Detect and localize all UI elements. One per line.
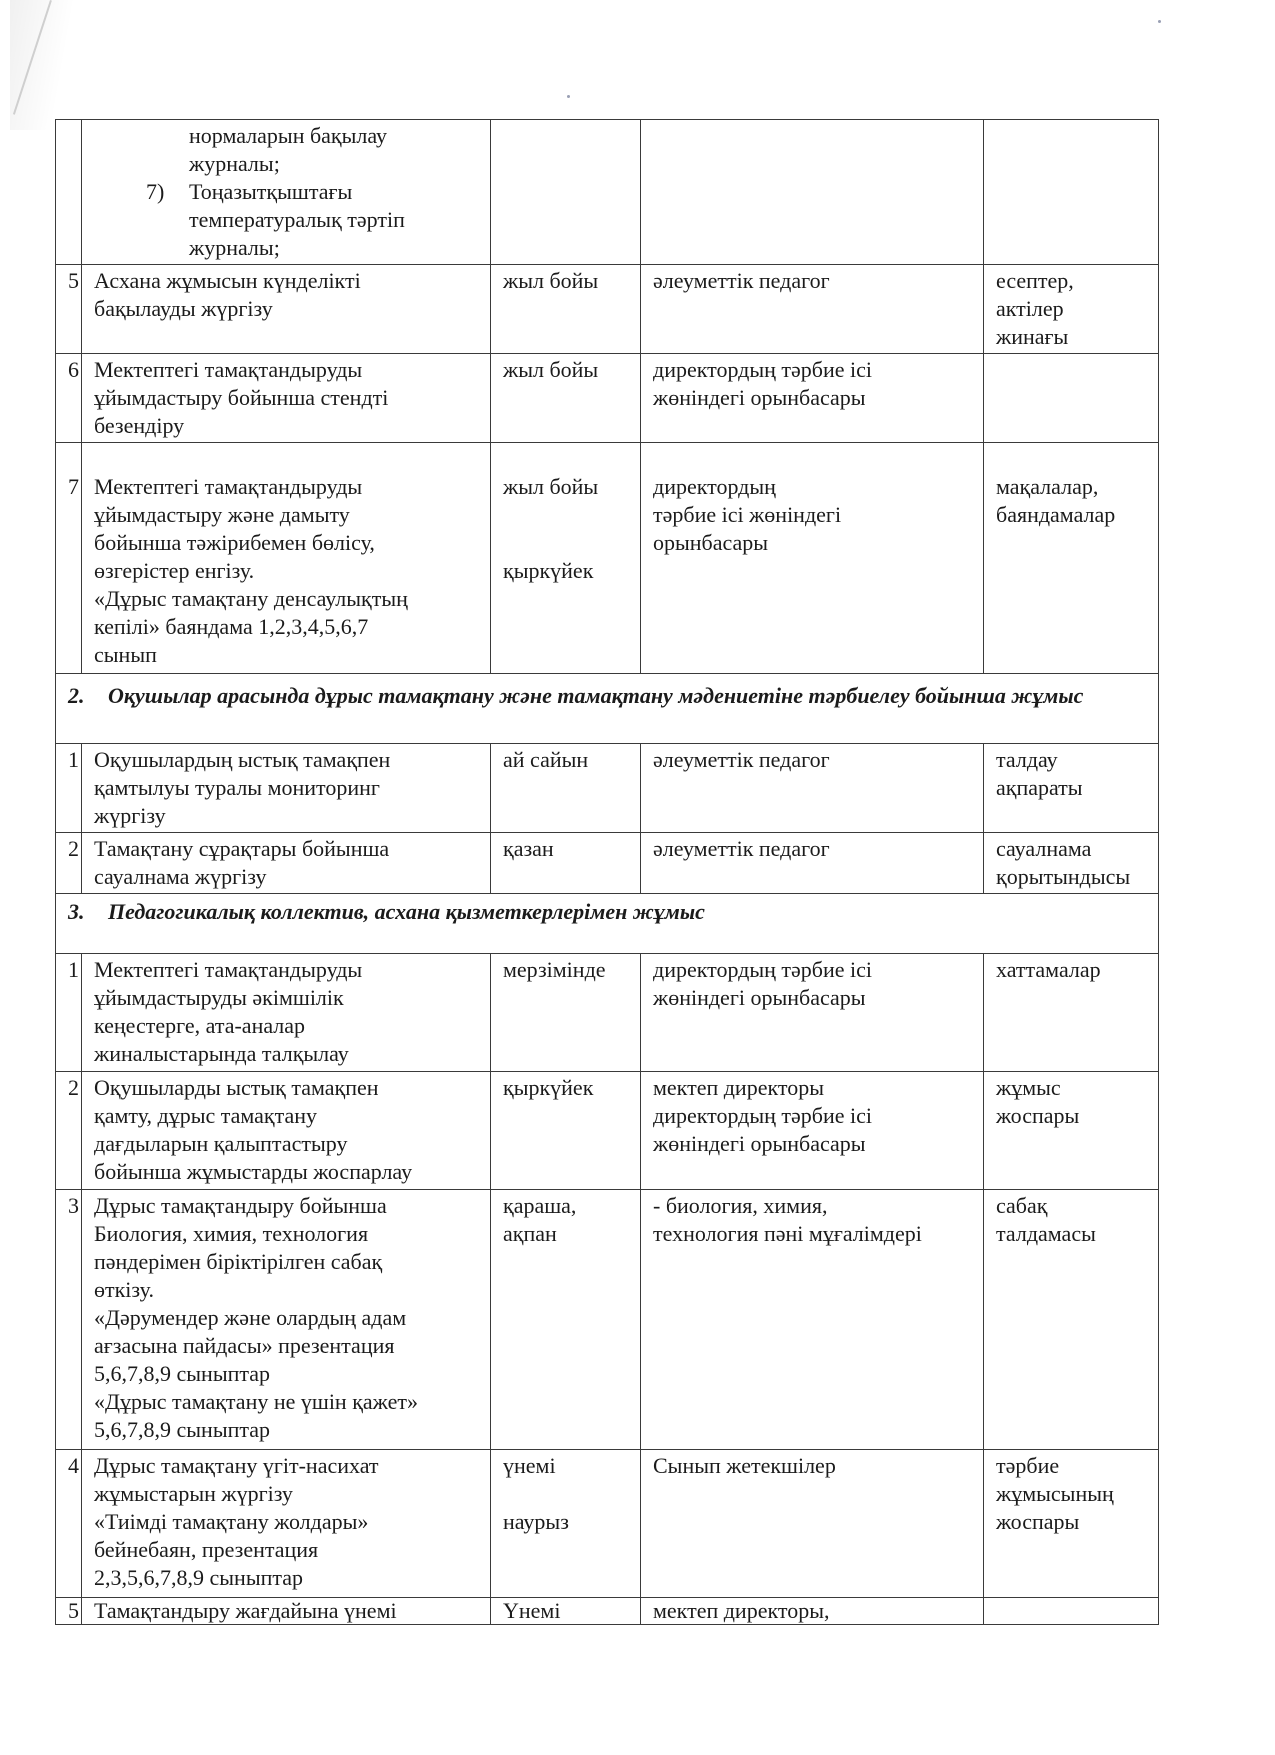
- text-line: қорытындысы: [996, 864, 1131, 889]
- text-line: Дұрыс тамақтандыру бойынша: [94, 1193, 387, 1218]
- cell-responsible: [641, 354, 984, 443]
- text-line: әлеуметтік педагог: [653, 268, 830, 293]
- text-line: тәрбие: [996, 1453, 1060, 1478]
- text-line: өткізу.: [94, 1277, 154, 1302]
- cell-result: [984, 1450, 1159, 1598]
- text-line: кеңестерге, ата-аналар: [94, 1013, 306, 1038]
- text-line: жұмыс: [996, 1075, 1061, 1100]
- text-line: Мектептегі тамақтандыруды: [94, 474, 363, 499]
- cell-result: [984, 833, 1159, 894]
- plan-table: [55, 119, 1159, 1625]
- section-title: Педагогикалық коллектив, асхана қызметкерлерімен жұмыс: [108, 899, 705, 924]
- cell-time: [491, 1190, 641, 1450]
- cell-activity: [82, 833, 491, 894]
- text-line: Оқушыларды ыстық тамақпен: [94, 1075, 379, 1100]
- list-marker: 7): [146, 179, 165, 204]
- scan-speck: [1158, 20, 1161, 23]
- cell-responsible: [641, 265, 984, 354]
- text-line: жыл бойы: [503, 268, 599, 293]
- text-line: жөніндегі орынбасары: [653, 385, 866, 410]
- text-line: «Дұрыс тамақтану денсаулықтың: [94, 586, 408, 611]
- cell-num: 6: [56, 354, 82, 443]
- cell-num: 3: [56, 1190, 82, 1450]
- text-line: 2,3,5,6,7,8,9 сыныптар: [94, 1565, 304, 1590]
- cell-time: [491, 1450, 641, 1598]
- cell-activity: [82, 1190, 491, 1450]
- text-line: баяндамалар: [996, 502, 1116, 527]
- text-line: талдау: [996, 747, 1058, 772]
- cell-result: [984, 1190, 1159, 1450]
- cell-num: 5: [56, 265, 82, 354]
- text-line: есептер,: [996, 268, 1074, 293]
- text-line: жыл бойы: [503, 357, 599, 382]
- text-line: бойынша тәжірибемен бөлісу,: [94, 530, 375, 555]
- text-line: үнемі: [503, 1453, 556, 1478]
- text-line: Мектептегі тамақтандыруды: [94, 357, 363, 382]
- text-line: өзгерістер енгізу.: [94, 558, 255, 583]
- text-line: ақпараты: [996, 775, 1083, 800]
- text-line: мерзімінде: [503, 957, 606, 982]
- text-line: директордың тәрбие ісі: [653, 357, 873, 382]
- text-line: «Дұрыс тамақтану не үшін қажет»: [94, 1389, 418, 1414]
- text-line: бақылауды жүргізу: [94, 296, 273, 321]
- section-number: 3.: [68, 899, 85, 924]
- section-header: [56, 674, 1159, 744]
- text-line: журналы;: [189, 235, 280, 260]
- text-line: директордың тәрбие ісі: [653, 957, 873, 982]
- text-line: ай сайын: [503, 747, 589, 772]
- text-line: - биология, химия,: [653, 1193, 828, 1218]
- text-line: Тамақтану сұрақтары бойынша: [94, 836, 390, 861]
- text-line: Мектептегі тамақтандыруды: [94, 957, 363, 982]
- table-row: [56, 265, 1159, 354]
- text-line: нормаларын бақылау: [189, 123, 388, 148]
- text-line: температуралық тәртіп: [189, 207, 405, 232]
- table-row: [56, 833, 1159, 894]
- cell-result: [984, 1072, 1159, 1190]
- cell-responsible: [641, 1072, 984, 1190]
- cell-result: [984, 1598, 1159, 1625]
- table-row: [56, 1190, 1159, 1450]
- text-line: Биология, химия, технология: [94, 1221, 369, 1246]
- cell-activity: [82, 954, 491, 1072]
- cell-activity: [82, 265, 491, 354]
- text-line: жинағы: [996, 324, 1069, 349]
- cell-responsible: [641, 1190, 984, 1450]
- cell-num: 1: [56, 954, 82, 1072]
- cell-responsible: [641, 744, 984, 833]
- text-line: актілер: [996, 296, 1064, 321]
- cell-num: 7: [56, 443, 82, 674]
- table-row: [56, 1072, 1159, 1190]
- cell-responsible: [641, 1598, 984, 1625]
- cell-activity: [82, 744, 491, 833]
- text-line: әлеуметтік педагог: [653, 836, 830, 861]
- text-line: жұмыстарын жүргізу: [94, 1481, 293, 1506]
- text-line: әлеуметтік педагог: [653, 747, 830, 772]
- text-line: тәрбие ісі жөніндегі: [653, 502, 842, 527]
- text-line: жөніндегі орынбасары: [653, 1131, 866, 1156]
- scan-speck: [567, 95, 570, 98]
- text-line: қамту, дұрыс тамақтану: [94, 1103, 318, 1128]
- text-line: «Тиімді тамақтану жолдары»: [94, 1509, 369, 1534]
- cell-responsible: [641, 1450, 984, 1598]
- text-line: бейнебаян, презентация: [94, 1537, 319, 1562]
- text-line: талдамасы: [996, 1221, 1096, 1246]
- cell-activity: [82, 354, 491, 443]
- text-line: орынбасары: [653, 530, 769, 555]
- cell-responsible: [641, 443, 984, 674]
- cell-result: [984, 354, 1159, 443]
- cell-num: 5: [56, 1598, 82, 1625]
- text-line: мектеп директоры,: [653, 1598, 830, 1623]
- cell-result: [984, 954, 1159, 1072]
- text-line: сабақ: [996, 1193, 1048, 1218]
- text-line: «Дәрумендер және олардың адам: [94, 1305, 407, 1330]
- text-line: [503, 529, 630, 557]
- text-line: Тоңазытқыштағы: [189, 179, 353, 204]
- cell-num: 2: [56, 1072, 82, 1190]
- table-row-continuation: [56, 120, 1159, 265]
- text-line: Дұрыс тамақтану үгіт-насихат: [94, 1453, 379, 1478]
- table-row: [56, 744, 1159, 833]
- text-line: мектеп директоры: [653, 1075, 824, 1100]
- text-line: Үнемі: [503, 1598, 561, 1623]
- cell-time: [491, 833, 641, 894]
- text-line: 5,6,7,8,9 сыныптар: [94, 1361, 271, 1386]
- text-line: ағзасына пайдасы» презентация: [94, 1333, 395, 1358]
- cell-num: 1: [56, 744, 82, 833]
- cell-result: [984, 120, 1159, 265]
- section-number: 2.: [68, 683, 85, 708]
- text-line: жоспары: [996, 1509, 1080, 1534]
- cell-responsible: [641, 120, 984, 265]
- table-row: [56, 1598, 1159, 1625]
- cell-num: 2: [56, 833, 82, 894]
- text-line: қараша,: [503, 1193, 577, 1218]
- text-line: қамтылуы туралы мониторинг: [94, 775, 380, 800]
- text-line: [503, 1480, 630, 1508]
- text-line: сауалнама: [996, 836, 1092, 861]
- section-title: Оқушылар арасында дұрыс тамақтану және тамақтану мәдениетіне тәрбиелеу бойынша жұмыс: [108, 683, 1084, 708]
- text-line: мақалалар,: [996, 474, 1099, 499]
- text-line: ақпан: [503, 1221, 557, 1246]
- cell-activity: [82, 1072, 491, 1190]
- text-line: сауалнама жүргізу: [94, 864, 267, 889]
- cell-result: [984, 443, 1159, 674]
- table-row: [56, 954, 1159, 1072]
- text-line: Оқушылардың ыстық тамақпен: [94, 747, 391, 772]
- text-line: қыркүйек: [503, 558, 594, 583]
- text-line: журналы;: [189, 151, 280, 176]
- text-line: 5,6,7,8,9 сыныптар: [94, 1417, 271, 1442]
- cell-result: [984, 744, 1159, 833]
- text-line: қыркүйек: [503, 1075, 594, 1100]
- text-line: жұмысының: [996, 1481, 1114, 1506]
- cell-num: 4: [56, 1450, 82, 1598]
- text-line: директордың: [653, 474, 776, 499]
- text-line: наурыз: [503, 1509, 569, 1534]
- text-line: пәндерімен біріктірілген сабақ: [94, 1249, 383, 1274]
- cell-activity: [82, 1450, 491, 1598]
- table-row: [56, 354, 1159, 443]
- text-line: бойынша жұмыстарды жоспарлау: [94, 1159, 413, 1184]
- text-line: қазан: [503, 836, 554, 861]
- text-line: жиналыстарында талқылау: [94, 1041, 349, 1066]
- table-row: [56, 1450, 1159, 1598]
- cell-responsible: [641, 833, 984, 894]
- cell-activity: [82, 120, 491, 265]
- cell-activity: [82, 1598, 491, 1625]
- text-line: [503, 501, 630, 529]
- text-line: жүргізу: [94, 803, 166, 828]
- cell-result: [984, 265, 1159, 354]
- cell-time: [491, 1598, 641, 1625]
- cell-time: [491, 1072, 641, 1190]
- text-line: безендіру: [94, 413, 185, 438]
- text-line: технология пәні мұғалімдері: [653, 1221, 922, 1246]
- cell-time: [491, 120, 641, 265]
- cell-time: [491, 954, 641, 1072]
- text-line: ұйымдастыру бойынша стендті: [94, 385, 389, 410]
- text-line: Сынып жетекшілер: [653, 1453, 836, 1478]
- section-header: [56, 894, 1159, 954]
- cell-responsible: [641, 954, 984, 1072]
- text-line: кепілі» баяндама 1,2,3,4,5,6,7: [94, 614, 369, 639]
- text-line: сынып: [94, 642, 157, 667]
- cell-time: [491, 744, 641, 833]
- section-header-row: [56, 674, 1159, 744]
- section-header-row: [56, 894, 1159, 954]
- text-line: директордың тәрбие ісі: [653, 1103, 873, 1128]
- cell-time: [491, 443, 641, 674]
- text-line: жоспары: [996, 1103, 1080, 1128]
- text-line: Тамақтандыру жағдайына үнемі: [94, 1598, 397, 1623]
- cell-num: [56, 120, 82, 265]
- cell-time: [491, 265, 641, 354]
- text-line: хаттамалар: [996, 957, 1101, 982]
- cell-activity: [82, 443, 491, 674]
- cell-time: [491, 354, 641, 443]
- text-line: ұйымдастыруды әкімшілік: [94, 985, 344, 1010]
- text-line: жыл бойы: [503, 474, 599, 499]
- text-line: ұйымдастыру және дамыту: [94, 502, 350, 527]
- table-row: [56, 443, 1159, 674]
- text-line: Асхана жұмысын күнделікті: [94, 268, 361, 293]
- text-line: жөніндегі орынбасары: [653, 985, 866, 1010]
- text-line: дағдыларын қалыптастыру: [94, 1131, 348, 1156]
